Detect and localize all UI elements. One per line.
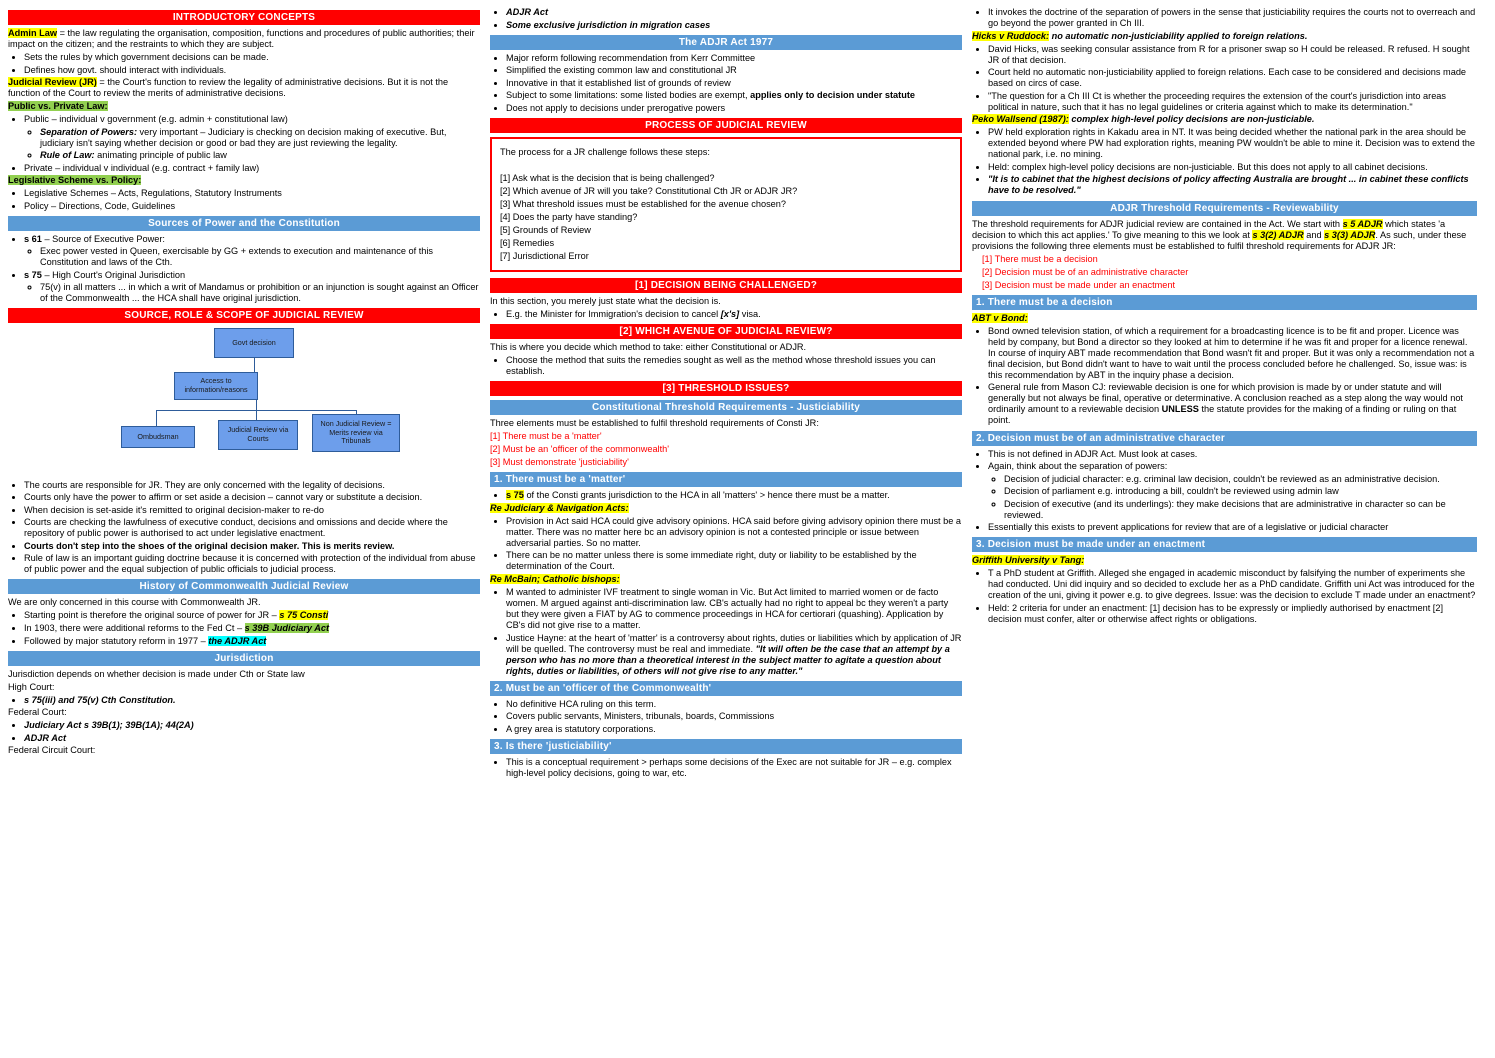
history-3-text: Followed by major statutory reform in 1977 –: [24, 635, 209, 646]
process-steps-box: [490, 137, 962, 272]
adjr-element: [2] Decision must be of an administrative character: [982, 266, 1189, 277]
history-list: [8, 610, 480, 646]
list-item: • Innovative in that it established list of grounds of review: [506, 78, 962, 89]
subheader-must-be-matter: 1. There must be a 'matter': [490, 472, 962, 487]
s61-term: s 61: [24, 233, 42, 244]
public-sub-list: [24, 127, 480, 162]
separation-of-powers-text: very important – Judiciary is checking on decision making of executive. But, judiciary isn't saying whether decision or good or bad they are just reviewing the legality.: [40, 126, 447, 148]
federal-court-list: [8, 720, 480, 744]
s75-rest: of the Consti grants jurisdiction to the HCA in all 'matters' > hence there must be a matter.: [523, 490, 890, 501]
abt-general-bold: UNLESS: [1161, 404, 1199, 415]
list-item: • There can be no matter unless there is some immediate right, duty or liability to be established by the determination of the Court.: [506, 550, 962, 572]
list-item: [24, 234, 480, 268]
decision-example-post: visa.: [739, 309, 761, 320]
list-item: • Private – individual v individual (e.g. contract + family law): [24, 163, 480, 174]
list-item: • Provision in Act said HCA could give advisory opinions. HCA said before giving advisory opinion there must be a matter. There was no matter here bc an advisory opinion is not a contested principle or issue between adversarial parties. So no matter.: [506, 516, 962, 549]
abt-case-label: [972, 313, 1477, 324]
s3-2-adjr-highlight: s 3(2) ADJR: [1252, 229, 1304, 240]
list-item: [24, 610, 480, 621]
subheader-administrative-character: 2. Decision must be of an administrative character: [972, 431, 1477, 446]
hicks-holding: no automatic non-justiciability applied to foreign relations.: [1049, 30, 1308, 41]
section-header-history: History of Commonwealth Judicial Review: [8, 579, 480, 594]
const-element: [3] Must demonstrate 'justiciability': [490, 457, 629, 468]
hayne-quote: "It will often be the case that an attempt by a person who has no more than a theoretical interest in the subject matter to agitate a question about rights, duties or liabilities, of others will not give rise to any matter.": [506, 643, 950, 676]
adjr-intro-end: . As such, under these provisions the following three elements must be established to fulfil threshold requirements for ADJR JR:: [972, 229, 1467, 251]
history-3-highlight: the ADJR Act: [208, 635, 267, 646]
list-item: • Some exclusive jurisdiction in migration cases: [506, 20, 962, 31]
legislative-scheme-label: Legislative Scheme vs. Policy:: [8, 175, 142, 186]
adjr-threshold-intro: [972, 219, 1477, 252]
process-step: [6] Remedies: [500, 237, 555, 248]
list-item: [24, 623, 480, 634]
list-item: • Defines how govt. should interact with individuals.: [24, 65, 480, 76]
adjr-intro-pre: The threshold requirements for ADJR judicial review are contained in the Act. We start with: [972, 218, 1343, 229]
list-item: [988, 382, 1477, 426]
matter-list: [490, 490, 962, 501]
peko-holding: complex high-level policy decisions are non-justiciable.: [1068, 114, 1315, 125]
public-private-heading: [8, 101, 480, 112]
jr-text: = the Court's function to review the legality of administrative decisions. But it is not the function of the Court to review the merits of administrative decisions.: [8, 77, 449, 99]
adjr-element: [1] There must be a decision: [982, 253, 1098, 264]
justiciability-list: [490, 757, 962, 779]
case-re-judiciary: Re Judiciary & Navigation Acts:: [490, 502, 629, 513]
list-item: • M wanted to administer IVF treatment to single woman in Vic. But Act limited to married women or de facto women. M argued against anti-discrimination law. CB's actually had no right to appeal bc they weren't a party but they were given a FIAT by AG to commence proceedings in HCA for certiorari (quashing). Application by CB's did not give rise to a matter.: [506, 587, 962, 631]
s75-highlight: s 75: [506, 490, 524, 501]
administrative-character-list: [972, 449, 1477, 534]
list-item: • Held: 2 criteria for under an enactment: [1] decision has to be expressly or impliedly authorised by enactment [2] decision must confer, alter or otherwise affect rights or obligations.: [988, 603, 1477, 625]
list-item: [506, 90, 962, 101]
list-item: [40, 127, 480, 149]
case-label: [490, 503, 962, 514]
hicks-case-label: [972, 31, 1477, 42]
list-item: • A grey area is statutory corporations.: [506, 724, 962, 735]
list-item: • Court held no automatic non-justiciability applied to foreign relations. Each case to be considered and decisions made based on circs of case.: [988, 67, 1477, 89]
hayne-text: Justice Hayne: at the heart of 'matter' is a controversy about rights, duties or liabilities which by application of JR will be quelled. The controversy must be real and immediate.: [506, 632, 962, 654]
jurisdiction-intro: Jurisdiction depends on whether decision is made under Cth or State law: [8, 668, 305, 679]
list-item: • Again, think about the separation of powers:: [988, 461, 1477, 472]
process-step: [7] Jurisdictional Error: [500, 250, 589, 261]
admin-law-text: = the law regulating the organisation, composition, functions and procedures of public authorities; their impact on the citizen; and the restraints to which they are subject.: [8, 28, 475, 50]
hicks-list: [972, 44, 1477, 113]
list-item: • ADJR Act: [506, 7, 962, 18]
list-item: • Courts only have the power to affirm or set aside a decision – cannot vary or substitute a decision.: [24, 492, 480, 503]
flow-node-non-judicial-review: Non Judicial Review = Merits review via Tribunals: [312, 414, 400, 452]
judicial-review-definition: [8, 77, 480, 99]
abt-general-post: the statute provides for the making of a finding or ruling on that point.: [988, 404, 1457, 426]
jr-term: Judicial Review (JR): [8, 77, 97, 88]
adjr-intro-and: and: [1303, 229, 1325, 240]
section-header-decision-being-challenged: [1] DECISION BEING CHALLENGED?: [490, 278, 962, 293]
federal-circuit-court-label: Federal Circuit Court:: [8, 745, 96, 756]
flow-connector: [156, 410, 157, 426]
const-intro: Three elements must be established to fulfil threshold requirements of Consti JR:: [490, 418, 819, 429]
list-item: [40, 150, 480, 161]
list-item: • No definitive HCA ruling on this term.: [506, 699, 962, 710]
subheader-under-an-enactment: 3. Decision must be made under an enactment: [972, 537, 1477, 552]
process-step: [2] Which avenue of JR will you take? Constitutional Cth JR or ADJR JR?: [500, 185, 798, 196]
list-item: • "The question for a Ch III Ct is whether the proceeding requires the extension of the court's jurisdiction into areas political in nature, such that it has no legal guidelines or criteria against which to make its determination.": [988, 91, 1477, 113]
list-item: • Does not apply to decisions under prerogative powers: [506, 103, 962, 114]
case1-list: [490, 516, 962, 573]
s61-sub: [24, 246, 480, 268]
flow-node-govt-decision: Govt decision: [214, 328, 294, 358]
federal-court-label: Federal Court:: [8, 707, 67, 718]
adjr-intro-mid: which states 'a decision to which this act applies.' To give meaning to this we look at: [972, 218, 1446, 240]
list-item: • Simplified the existing common law and constitutional JR: [506, 65, 962, 76]
flow-node-ombudsman: Ombudsman: [121, 426, 195, 448]
decision-example-em: [x's]: [720, 309, 740, 320]
justiciability-continued-list: [972, 7, 1477, 29]
case-abt-v-bond: ABT v Bond:: [972, 312, 1028, 323]
s75-sub: [24, 282, 480, 304]
administrative-character-sub-list: [988, 474, 1477, 521]
s75-text: – High Court's Original Jurisdiction: [41, 269, 186, 280]
rule-of-law-term: Rule of Law:: [40, 150, 95, 161]
section-header-adjr-act-1977: The ADJR Act 1977: [490, 35, 962, 50]
avenue-list: [490, 355, 962, 377]
subheader-must-be-decision: 1. There must be a decision: [972, 295, 1477, 310]
list-item: • PW held exploration rights in Kakadu area in NT. It was being decided whether the national park in the area should be extended beyond where PW had exploration rights, meaning PW wouldn't be able to mine it. Decision was to extend the national park, i.e. no mining.: [988, 127, 1477, 160]
list-item: • Covers public servants, Ministers, tribunals, boards, Commissions: [506, 711, 962, 722]
section-header-which-avenue: [2] WHICH AVENUE OF JUDICIAL REVIEW?: [490, 324, 962, 339]
decision-text: In this section, you merely just state what the decision is.: [490, 296, 721, 306]
case-griffith-v-tang: Griffith University v Tang:: [972, 555, 1085, 566]
list-item: ◦ Decision of judicial character: e.g. criminal law decision, couldn't be reviewed as an administrative decision.: [1004, 474, 1477, 485]
admin-law-bullets: [8, 52, 480, 76]
subheader-officer-of-commonwealth: 2. Must be an 'officer of the Commonwealth': [490, 681, 962, 696]
section-header-source-role-scope: SOURCE, ROLE & SCOPE OF JUDICIAL REVIEW: [8, 308, 480, 323]
subheader-justiciability: 3. Is there 'justiciability': [490, 739, 962, 754]
list-item: • T a PhD student at Griffith. Alleged she engaged in academic misconduct by falsifying the number of experiments she had conducted. Uni did inquiry and so decided to exclude her as a PhD candidate. Griffith uni Act was introduced for the creation of the uni, giving it power e.g. to give degrees. Issue: was the decision to exclude T made under an enactment?: [988, 568, 1477, 601]
case-peko-wallsend: Peko Wallsend (1987):: [972, 114, 1069, 125]
admin-law-term: Admin Law: [8, 28, 58, 38]
section-header-introductory-concepts: INTRODUCTORY CONCEPTS: [8, 10, 480, 25]
scope-list: [8, 480, 480, 576]
public-private-label: Public vs. Private Law:: [8, 101, 108, 112]
flow-connector: [254, 358, 255, 372]
abt-general-pre: General rule from Mason CJ: reviewable decision is one for which provision is made by or under statute and will generally but not always be final, operative or determinative. A conclusion reached as a step along the way would not ordinarily amount to a reviewable decision: [988, 382, 1463, 415]
list-item: • Public – individual v government (e.g. admin + constitutional law): [24, 114, 480, 125]
adjr-act-list: [490, 53, 962, 114]
flow-node-access-to-information: Access to information/reasons: [174, 372, 258, 400]
officer-list: [490, 699, 962, 735]
section-header-threshold-issues: [3] THRESHOLD ISSUES?: [490, 381, 962, 396]
judicial-review-flowchart: [8, 326, 480, 476]
peko-list: [972, 127, 1477, 196]
high-court-list: [8, 695, 480, 706]
peko-case-label: [972, 114, 1477, 125]
high-court-label: High Court:: [8, 681, 55, 692]
section-header-adjr-threshold: ADJR Threshold Requirements - Reviewability: [972, 201, 1477, 216]
flow-node-judicial-review-courts: Judicial Review via Courts: [218, 420, 298, 450]
process-step: [1] Ask what is the decision that is being challenged?: [500, 172, 715, 183]
rule-of-law-text: animating principle of public law: [94, 150, 227, 161]
section-header-sources-of-power: Sources of Power and the Constitution: [8, 216, 480, 231]
list-item: ◦ 75(v) in all matters ... in which a writ of Mandamus or prohibition or an injunction is sought against an Officer of the Commonwealth ... the HCA shall have original jurisdiction.: [40, 282, 480, 304]
list-item: • Major reform following recommendation from Kerr Committee: [506, 53, 962, 64]
list-item: • Policy – Directions, Code, Guidelines: [24, 201, 480, 212]
list-item: ◦ Decision of parliament e.g. introducing a bill, couldn't be reviewed using admin law: [1004, 486, 1477, 497]
public-private-list: [8, 114, 480, 174]
legislative-scheme-list: [8, 188, 480, 212]
list-item: ◦ Exec power vested in Queen, exercisable by GG + extends to execution and maintenance of this Constitution and laws of the Cth.: [40, 246, 480, 268]
decision-example-list: [490, 309, 962, 320]
list-item: • The courts are responsible for JR. They are only concerned with the legality of decisions.: [24, 480, 480, 491]
list-item: • This is a conceptual requirement > perhaps some decisions of the Exec are not suitable for JR – e.g. complex high-level policy decisions, going to war, etc.: [506, 757, 962, 779]
history-1-text: Starting point is therefore the original source of power for JR –: [24, 610, 280, 621]
process-step: [4] Does the party have standing?: [500, 211, 638, 222]
griffith-list: [972, 568, 1477, 625]
list-item: • Choose the method that suits the remedies sought as well as the method whose threshold issues you can establish.: [506, 355, 962, 377]
process-intro: The process for a JR challenge follows these steps:: [500, 146, 710, 157]
history-2-text: In 1903, there were additional reforms to the Fed Ct –: [24, 622, 245, 633]
left-column: [8, 6, 480, 1058]
list-item: • When decision is set-aside it's remitted to original decision-maker to re-do: [24, 505, 480, 516]
list-item: • This is not defined in ADJR Act. Must look at cases.: [988, 449, 1477, 460]
admin-law-definition: [8, 28, 480, 50]
case2-list: [490, 587, 962, 677]
list-item: • Courts are checking the lawfulness of executive conduct, decisions and omissions and decide where the repository of public power is authorised to act under legislative enactment.: [24, 517, 480, 539]
history-2-highlight: s 39B Judiciary Act: [244, 622, 330, 633]
list-item: • Judiciary Act s 39B(1); 39B(1A); 44(2A): [24, 720, 480, 731]
list-item: • ADJR Act: [24, 733, 480, 744]
case-re-mcbain: Re McBain; Catholic bishops:: [490, 574, 620, 584]
process-step: [5] Grounds of Review: [500, 224, 591, 235]
list-item: • Rule of law is an important guiding doctrine because it is concerned with protection of the individual from abuse of public power and the equal subjection of public officials to judicial process.: [24, 553, 480, 575]
list-item: • "It is to cabinet that the highest decisions of policy affecting Australia are brought ... in cabinet these conflicts have to be resolved.": [988, 174, 1477, 196]
case-hicks-v-ruddock: Hicks v Ruddock:: [972, 30, 1050, 41]
const-element: [1] There must be a 'matter': [490, 431, 602, 442]
legislative-scheme-heading: [8, 175, 480, 186]
adjr-element: [3] Decision must be made under an enactment: [982, 279, 1176, 290]
s61-text: – Source of Executive Power:: [41, 233, 165, 244]
list-item: ◦ Decision of executive (and its underlings): they make decisions that are administrative in character so can be reviewed.: [1004, 499, 1477, 521]
process-step: [3] What threshold issues must be established for the avenue chosen?: [500, 198, 787, 209]
s3-3-adjr-highlight: s 3(3) ADJR: [1324, 229, 1376, 240]
case-label: [490, 574, 962, 585]
s75-term: s 75: [24, 269, 42, 280]
griffith-case-label: [972, 555, 1477, 566]
middle-column: [490, 6, 962, 1058]
mid-top-list: [490, 7, 962, 31]
list-item: • Sets the rules by which government decisions can be made.: [24, 52, 480, 63]
decision-example-pre: E.g. the Minister for Immigration's decision to cancel: [506, 309, 721, 320]
list-item: • Held: complex high-level policy decisions are non-justiciable. But this does not apply to all cabinet decisions.: [988, 162, 1477, 173]
adjr-item4-text: Subject to some limitations: some listed bodies are exempt,: [506, 90, 751, 101]
history-1-highlight: s 75 Consti: [279, 610, 329, 621]
list-item: [506, 309, 962, 320]
const-element: [2] Must be an 'officer of the commonwealth': [490, 444, 670, 455]
avenue-text: This is where you decide which method to take: either Constitutional or ADJR.: [490, 342, 807, 353]
section-header-process-of-jr: PROCESS OF JUDICIAL REVIEW: [490, 118, 962, 133]
list-item: • Courts don't step into the shoes of the original decision maker. This is merits review.: [24, 541, 480, 552]
list-item: • Legislative Schemes – Acts, Regulations, Statutory Instruments: [24, 188, 480, 199]
list-item: • David Hicks, was seeking consular assistance from R for a prisoner swap so H could be released. R refused. H sought JR of that decision.: [988, 44, 1477, 66]
process-spacer: [500, 160, 952, 171]
right-column: [972, 6, 1477, 1058]
list-item: • Bond owned television station, of which a requirement for a broadcasting licence is to be fit and proper. Licence was held by company, but Bond a director so they looked at him to determine if he was fit and proper for a licence renewal. In course of inquiry ABT made recommendation that Bond wasn't fit and proper. But it was only a recommendation not a final decision, but Bond didn't want to have to wait until the process concluded before he challenged. So, issue was: is this recommendation by ABT in the inquiry phase a decision.: [988, 326, 1477, 381]
section-header-jurisdiction: Jurisdiction: [8, 651, 480, 666]
separation-of-powers-term: Separation of Powers:: [40, 126, 137, 137]
history-intro: We are only concerned in this course with Commonwealth JR.: [8, 597, 261, 608]
section-header-constitutional-threshold: Constitutional Threshold Requirements - Justiciability: [490, 400, 962, 415]
list-item: [506, 490, 962, 501]
s5-adjr-highlight: s 5 ADJR: [1342, 218, 1383, 229]
list-item: [24, 270, 480, 304]
list-item: • s 75(iii) and 75(v) Cth Constitution.: [24, 695, 480, 706]
list-item: [24, 636, 480, 647]
adjr-item4-bold: applies only to decision under statute: [750, 90, 915, 101]
list-item: [506, 633, 962, 677]
abt-list: [972, 326, 1477, 427]
list-item: • It invokes the doctrine of the separation of powers in the sense that justiciability requires the courts not to overreach and go beyond the power granted in Ch III.: [988, 7, 1477, 29]
sources-list: [8, 234, 480, 304]
list-item: • Essentially this exists to prevent applications for review that are of a legislative or judicial character: [988, 522, 1477, 533]
